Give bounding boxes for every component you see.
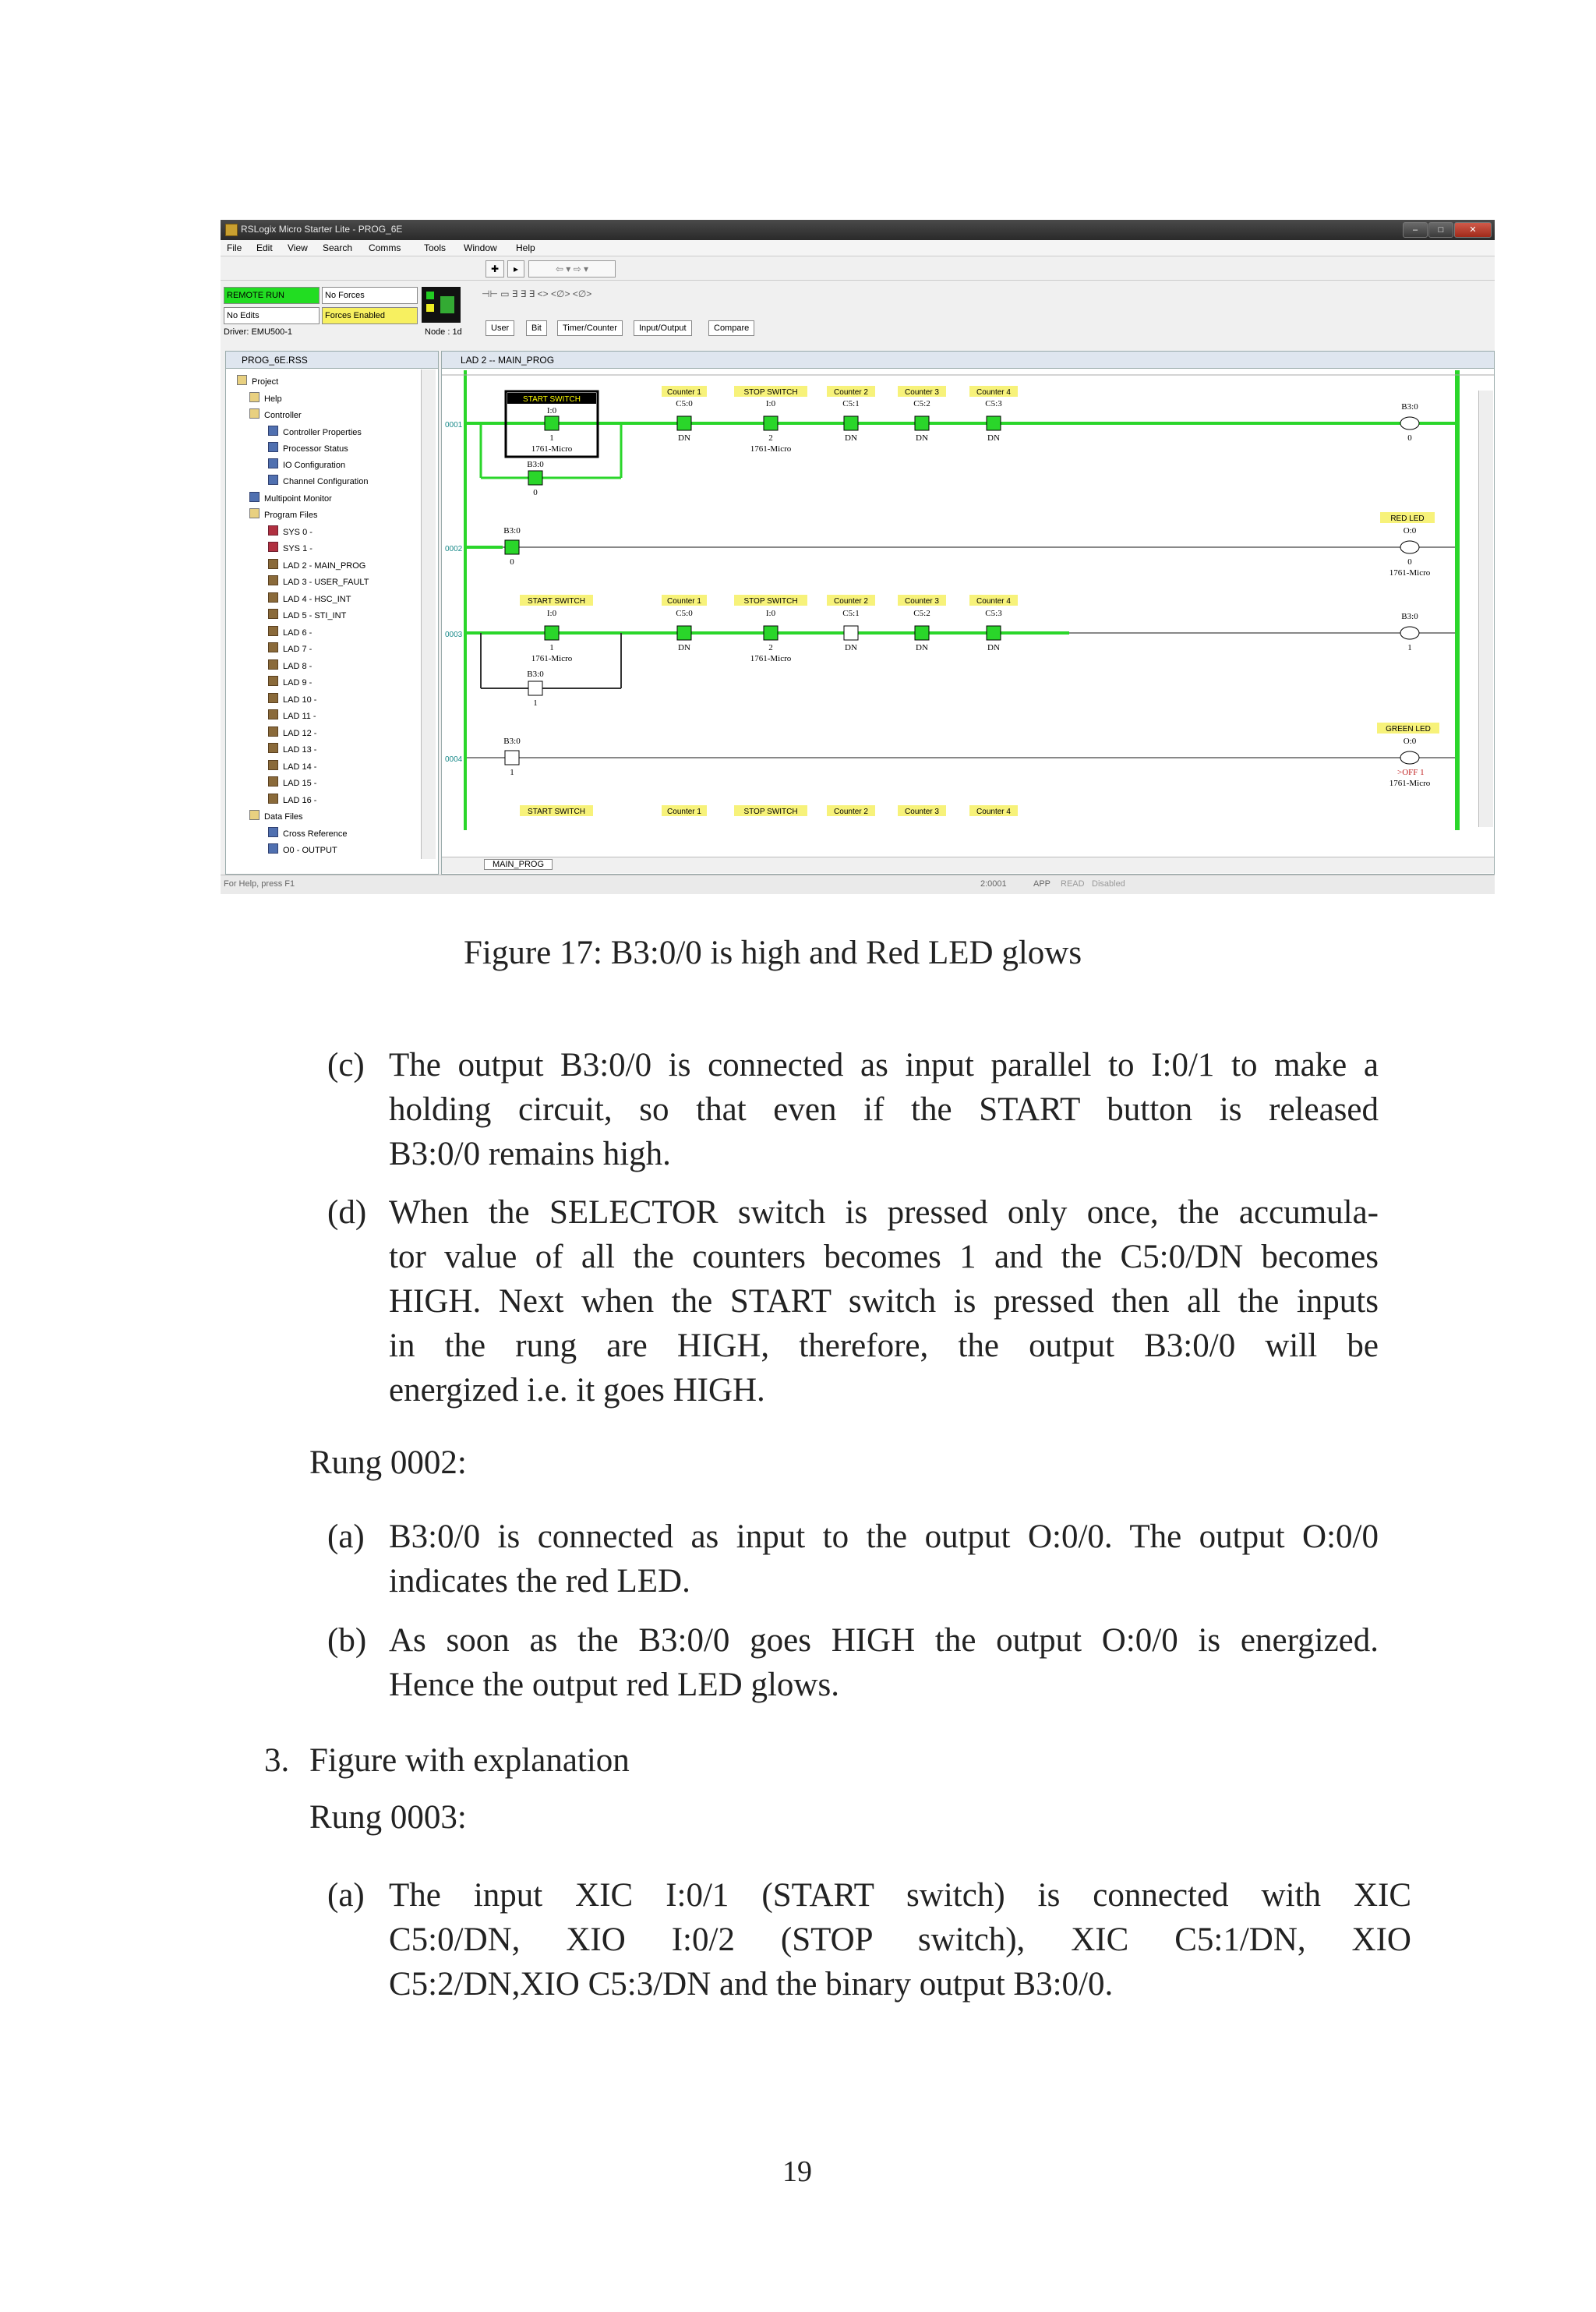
output-coil[interactable] <box>1400 417 1419 430</box>
io-icon <box>268 458 278 468</box>
contact-desc: Counter 3 <box>905 388 939 397</box>
paragraph-a <box>389 1515 1379 1603</box>
coil-bit: 0 <box>1407 433 1412 443</box>
contact-bit: 0 <box>510 557 514 567</box>
ladder-icon <box>268 676 278 686</box>
text-line: HIGH. Next when the START switch is pressed then all the inputs <box>389 1283 1379 1320</box>
rung-number: 0002 <box>445 545 463 553</box>
menu-tools[interactable]: Tools <box>424 242 447 253</box>
contact-desc: START SWITCH <box>528 808 585 816</box>
contact-desc: Counter 3 <box>905 597 939 606</box>
contact-addr: C5:0 <box>676 609 693 618</box>
text-line: C5:2/DN,XIO C5:3/DN and the binary output B3:0/0. <box>389 1966 1114 2003</box>
text-line: B3:0/0 remains high. <box>389 1136 671 1172</box>
ladder-icon <box>268 559 278 569</box>
close-button[interactable]: ✕ <box>1454 222 1492 238</box>
list-marker: (a) <box>327 1518 365 1555</box>
xic-contact[interactable] <box>505 751 519 765</box>
coil-addr: B3:0 <box>1401 612 1418 621</box>
xic-contact[interactable] <box>677 416 691 430</box>
coil-addr: O:0 <box>1403 526 1417 536</box>
tree-item[interactable]: Cross Reference <box>283 829 348 839</box>
run-button[interactable]: ▸ <box>507 260 524 278</box>
xio-contact[interactable] <box>764 626 778 640</box>
tree-item[interactable]: LAD 12 - <box>283 729 317 738</box>
contact-addr: C5:3 <box>985 399 1002 408</box>
text-line: The input XIC I:0/1 (START switch) is connected with XIC <box>389 1877 1411 1914</box>
coil-desc: RED LED <box>1390 514 1425 523</box>
ladder-editor <box>441 351 1495 875</box>
output-coil[interactable] <box>1400 541 1419 553</box>
text-line: Hence the output red LED glows. <box>389 1667 839 1703</box>
contact-desc: Counter 4 <box>976 808 1011 816</box>
status-address: 2:0001 <box>980 879 1007 889</box>
contact-bit: 1 <box>549 643 554 652</box>
navigation-buttons[interactable]: ⇦ ▾ ⇨ ▾ <box>528 260 616 278</box>
maximize-button[interactable]: □ <box>1428 222 1453 238</box>
contact-addr: I:0 <box>765 399 776 408</box>
contact-desc: Counter 2 <box>834 597 868 606</box>
list-marker: (a) <box>327 1877 365 1914</box>
list-marker: (d) <box>327 1194 367 1231</box>
tree-item[interactable]: LAD 13 - <box>283 745 317 755</box>
coil-force-status: >OFF 1 <box>1397 768 1425 777</box>
folder-icon <box>249 408 260 419</box>
paragraph-b <box>389 1618 1379 1707</box>
text-line: C5:0/DN, XIO I:0/2 (STOP switch), XIC C5:1/DN, XIO <box>389 1921 1411 1958</box>
rung-heading: Rung 0003: <box>309 1799 467 1836</box>
contact-desc: Counter 2 <box>834 388 868 397</box>
paragraph-a-rung3 <box>389 1873 1411 2006</box>
run-indicator-icon <box>422 287 461 323</box>
branch-addr: B3:0 <box>527 670 544 679</box>
branch-bit: 0 <box>533 488 538 497</box>
ladder-icon <box>268 693 278 703</box>
contact-device: 1761-Micro <box>750 654 792 663</box>
contact-addr: C5:2 <box>913 609 930 618</box>
tree-item[interactable]: Controller Properties <box>283 428 362 437</box>
tree-item[interactable]: LAD 15 - <box>283 779 317 788</box>
tree-item[interactable]: LAD 8 - <box>283 662 312 671</box>
new-rung-button[interactable]: ✚ <box>486 260 504 278</box>
tree-item[interactable]: Help <box>264 394 282 404</box>
tab-user[interactable]: User <box>486 320 514 336</box>
ladder-icon <box>268 642 278 652</box>
contact-desc: START SWITCH <box>523 395 581 404</box>
tree-item[interactable]: LAD 11 - <box>283 712 316 721</box>
contact-desc: Counter 1 <box>667 388 701 397</box>
ladder-icon <box>268 609 278 619</box>
contact-addr: C5:1 <box>842 399 860 408</box>
contact-addr: C5:0 <box>676 399 693 408</box>
tree-item[interactable]: SYS 1 - <box>283 544 312 553</box>
contact-desc: START SWITCH <box>528 597 585 606</box>
contact-addr: C5:1 <box>842 609 860 618</box>
contact-bit: DN <box>678 433 690 443</box>
xic-contact[interactable] <box>528 471 542 485</box>
contact-bit: 1 <box>549 433 554 443</box>
section-item: Figure with explanation <box>309 1742 630 1779</box>
contact-device: 1761-Micro <box>531 444 573 454</box>
contact-desc: Counter 4 <box>976 388 1011 397</box>
tree-item[interactable]: LAD 16 - <box>283 796 317 805</box>
menu-window[interactable]: Window <box>464 242 497 253</box>
instruction-palette[interactable]: ⊣⊢ ▭ ∃ ∃ ∃ <> <∅> <∅> <box>482 288 592 299</box>
menu-bar <box>221 240 1495 256</box>
ladder-icon <box>268 709 278 719</box>
window-title: RSLogix Micro Starter Lite - PROG_6E <box>241 224 403 235</box>
contact-device: 1761-Micro <box>750 444 792 454</box>
tree-item[interactable]: LAD 6 - <box>283 628 312 638</box>
contact-addr: I:0 <box>765 609 776 618</box>
menu-help[interactable]: Help <box>516 242 535 253</box>
driver-label: Driver: EMU500-1 <box>224 327 293 337</box>
contact-addr: C5:2 <box>913 399 930 408</box>
ladder-icon <box>268 776 278 787</box>
contact-bit: 2 <box>768 433 773 443</box>
tab-input-output[interactable]: Input/Output <box>634 320 692 336</box>
title-bar <box>221 220 1495 240</box>
xic-contact[interactable] <box>677 626 691 640</box>
text-line: The output B3:0/0 is connected as input parallel to I:0/1 to make a <box>389 1047 1379 1084</box>
contact-desc: STOP SWITCH <box>743 388 798 397</box>
folder-icon <box>249 392 260 402</box>
contact-bit: DN <box>987 643 1000 652</box>
contact-addr: I:0 <box>546 609 557 618</box>
contact-bit: DN <box>845 643 857 652</box>
tree-item[interactable]: LAD 10 - <box>283 695 317 705</box>
folder-icon <box>249 810 260 820</box>
coil-desc: GREEN LED <box>1386 725 1431 734</box>
page-number: 19 <box>782 2155 812 2188</box>
toolbar <box>221 256 1495 281</box>
contact-bit: 1 <box>510 768 514 777</box>
contact-addr: B3:0 <box>503 737 521 746</box>
tree-item[interactable]: SYS 0 - <box>283 528 312 537</box>
project-panel-title: PROG_6E.RSS <box>226 352 438 369</box>
tree-item[interactable]: Program Files <box>264 511 318 520</box>
controller-icon <box>268 426 278 436</box>
menu-view[interactable]: View <box>288 242 308 253</box>
rung-number: 0001 <box>445 421 463 430</box>
text-line: energized i.e. it goes HIGH. <box>389 1372 765 1409</box>
ladder-footer <box>442 857 1494 873</box>
contact-addr: I:0 <box>546 406 557 415</box>
contact-desc: Counter 2 <box>834 808 868 816</box>
output-coil[interactable] <box>1400 751 1419 764</box>
tree-item[interactable]: LAD 5 - STI_INT <box>283 611 347 620</box>
ladder-title: LAD 2 -- MAIN_PROG <box>442 352 1494 369</box>
app-icon <box>225 224 238 236</box>
contact-bit: DN <box>987 433 1000 443</box>
tree-item[interactable]: Processor Status <box>283 444 348 454</box>
tree-item[interactable]: O0 - OUTPUT <box>283 846 337 855</box>
contact-device: 1761-Micro <box>531 654 573 663</box>
channel-icon <box>268 475 278 485</box>
xic-contact[interactable] <box>505 540 519 554</box>
sys-icon <box>268 525 278 536</box>
rung-number: 0004 <box>445 755 463 764</box>
node-label: Node : 1d <box>425 327 462 337</box>
ladder-icon <box>268 760 278 770</box>
xic-contact[interactable] <box>545 626 559 640</box>
text-line: B3:0/0 is connected as input to the output O:0/0. The output O:0/0 <box>389 1518 1379 1555</box>
edits-status[interactable]: No Edits <box>224 307 320 324</box>
ladder-icon <box>268 626 278 636</box>
contact-bit: DN <box>916 433 928 443</box>
tree-item[interactable]: Project <box>252 377 279 387</box>
tree-item[interactable]: Controller <box>264 411 302 420</box>
ladder-icon <box>268 575 278 585</box>
tab-timer-counter[interactable]: Timer/Counter <box>557 320 623 336</box>
cross-reference-icon <box>268 827 278 837</box>
contact-desc: STOP SWITCH <box>743 808 798 816</box>
tree-item[interactable]: Multipoint Monitor <box>264 494 332 504</box>
contact-desc: Counter 1 <box>667 808 701 816</box>
xic-contact[interactable] <box>844 416 858 430</box>
folder-icon <box>249 508 260 518</box>
instruction-tabs <box>486 320 813 336</box>
coil-bit: 1 <box>1407 643 1412 652</box>
ladder-icon <box>268 592 278 603</box>
minimize-button[interactable]: – <box>1403 222 1428 238</box>
rslogix-screenshot <box>221 220 1495 894</box>
text-line: As soon as the B3:0/0 goes HIGH the output O:0/0 is energized. <box>389 1622 1379 1659</box>
tree-scrollbar[interactable] <box>421 369 436 859</box>
menu-search[interactable]: Search <box>323 242 353 253</box>
contact-bit: 2 <box>768 643 773 652</box>
list-marker: (b) <box>327 1622 367 1659</box>
contact-desc: Counter 3 <box>905 808 939 816</box>
mode-status[interactable]: REMOTE RUN <box>224 287 320 304</box>
coil-addr: O:0 <box>1403 737 1417 746</box>
tab-main-prog[interactable]: MAIN_PROG <box>484 859 553 870</box>
tree-item[interactable]: LAD 9 - <box>283 678 312 688</box>
ladder-scrollbar[interactable] <box>1478 391 1493 827</box>
contact-desc: Counter 1 <box>667 597 701 606</box>
monitor-icon <box>249 492 260 502</box>
menu-file[interactable]: File <box>227 242 242 253</box>
tree-item[interactable]: LAD 3 - USER_FAULT <box>283 578 369 587</box>
menu-edit[interactable]: Edit <box>256 242 273 253</box>
ladder-icon <box>268 743 278 753</box>
status-icon <box>268 442 278 452</box>
ladder-icon <box>268 659 278 670</box>
coil-device: 1761-Micro <box>1389 779 1431 788</box>
branch-addr: B3:0 <box>527 460 544 469</box>
tree-item[interactable]: LAD 4 - HSC_INT <box>283 595 351 604</box>
xio-contact[interactable] <box>987 626 1001 640</box>
paragraph-d <box>389 1190 1379 1412</box>
contact-addr: C5:3 <box>985 609 1002 618</box>
tree-item[interactable]: Data Files <box>264 812 303 822</box>
tab-bit[interactable]: Bit <box>526 320 547 336</box>
right-power-rail <box>1455 370 1460 830</box>
status-help-text: For Help, press F1 <box>224 879 295 889</box>
tree-item[interactable]: LAD 2 - MAIN_PROG <box>283 561 366 571</box>
text-line: tor value of all the counters becomes 1 and the C5:0/DN becomes <box>389 1239 1379 1275</box>
status-read: READ <box>1061 879 1085 889</box>
ladder-icon <box>268 794 278 804</box>
tree-item[interactable]: IO Configuration <box>283 461 346 470</box>
ladder-icon <box>268 726 278 737</box>
tree-item[interactable]: LAD 14 - <box>283 762 317 772</box>
list-marker: 3. <box>264 1742 290 1779</box>
rung-heading: Rung 0002: <box>309 1444 467 1481</box>
contact-bit: DN <box>678 643 690 652</box>
figure-caption: Figure 17: B3:0/0 is high and Red LED glows <box>464 935 1082 971</box>
xic-contact[interactable] <box>545 416 559 430</box>
contact-addr: B3:0 <box>503 526 521 536</box>
text-line: indicates the red LED. <box>389 1563 690 1600</box>
list-marker: (c) <box>327 1047 365 1084</box>
status-disabled: Disabled <box>1092 879 1125 889</box>
xio-contact[interactable] <box>915 416 929 430</box>
forces-enabled-status[interactable]: Forces Enabled <box>322 307 418 324</box>
forces-status[interactable]: No Forces <box>322 287 418 304</box>
paragraph-c <box>389 1043 1379 1176</box>
project-tree-panel <box>225 351 439 875</box>
contact-bit: DN <box>916 643 928 652</box>
left-power-rail <box>464 370 467 830</box>
text-line: When the SELECTOR switch is pressed only once, the accumula- <box>389 1194 1379 1231</box>
tab-compare[interactable]: Compare <box>708 320 754 336</box>
text-line: in the rung are HIGH, therefore, the output B3:0/0 will be <box>389 1327 1379 1364</box>
folder-icon <box>237 375 247 385</box>
contact-desc: Counter 4 <box>976 597 1011 606</box>
branch-bit: 1 <box>533 698 538 708</box>
coil-device: 1761-Micro <box>1389 568 1431 578</box>
contact-bit: DN <box>845 433 857 443</box>
status-bar <box>221 875 1495 894</box>
xic-contact[interactable] <box>844 626 858 640</box>
xio-contact[interactable] <box>987 416 1001 430</box>
xio-contact[interactable] <box>764 416 778 430</box>
tree-item[interactable]: LAD 7 - <box>283 645 312 654</box>
coil-bit: 0 <box>1407 557 1412 567</box>
ladder-diagram <box>442 369 1494 854</box>
text-line: holding circuit, so that even if the START button is released <box>389 1091 1379 1128</box>
rung-number: 0003 <box>445 631 463 639</box>
menu-comms[interactable]: Comms <box>369 242 401 253</box>
sys-icon <box>268 542 278 552</box>
coil-addr: B3:0 <box>1401 402 1418 412</box>
data-file-icon <box>268 843 278 854</box>
xic-contact[interactable] <box>528 681 542 695</box>
contact-desc: STOP SWITCH <box>743 597 798 606</box>
status-app: APP <box>1033 879 1051 889</box>
tree-item[interactable]: Channel Configuration <box>283 477 369 486</box>
output-coil[interactable] <box>1400 627 1419 639</box>
xio-contact[interactable] <box>915 626 929 640</box>
